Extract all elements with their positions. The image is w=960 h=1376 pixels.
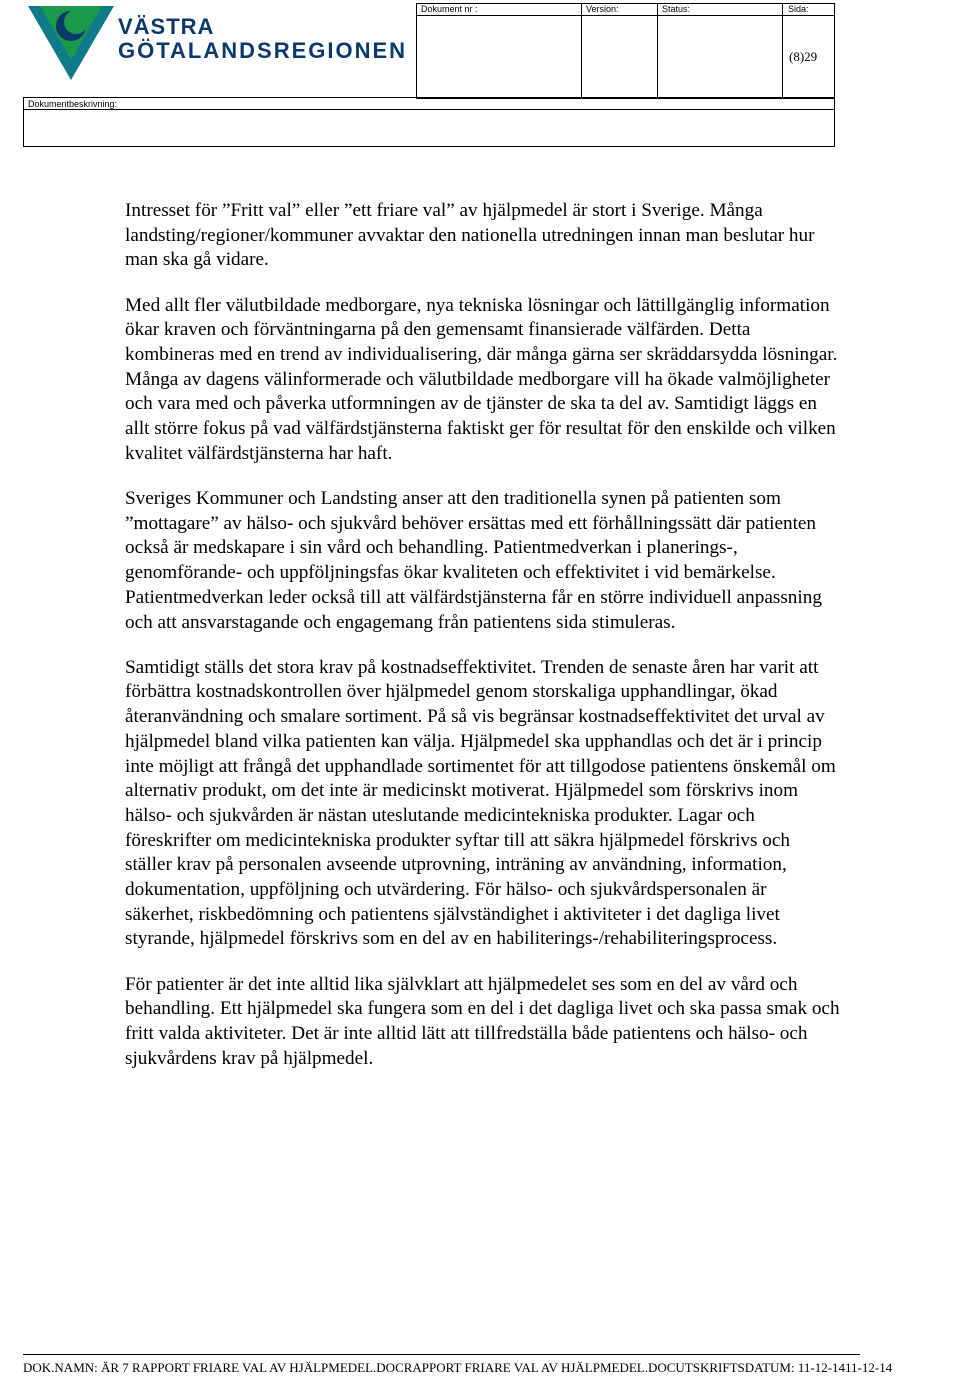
paragraph: För patienter är det inte alltid lika självklart att hjälpmedelet ses som en del av vård och behandling. Ett hjälpmedel ska fungera som en del i det dagliga livet och ska passa smak och fritt valda aktiviteter. Det är inte alltid lätt att tillfredställa både patientens och hälso- och sjukvårdens krav på hjälpmedel. (125, 973, 840, 1069)
page-number: (8)29 (789, 49, 818, 64)
header-table (416, 3, 835, 99)
region-logo (26, 4, 406, 84)
description-box (23, 97, 835, 147)
logo-text-line2: GÖTALANDSREGIONEN (118, 38, 408, 63)
paragraph: Samtidigt ställs det stora krav på kostnadseffektivitet. Trenden de senaste åren har varit att förbättra kostnadskontrollen över hjälpmedel genom storskaliga upphandlingar, ökad återanvändning och smalare sortiment. På så vis begränsar kostnadseffektivitet det urval av hjälpmedel bland vilka patienten kan välja. Hjälpmedel ska upphandlas och det är i princip inte möjligt att frångå det upphandlade sortimentet för att tillgodose patientens önskemål om alternativ produkt, om det inte är medicinskt motiverat. Hjälpmedel som förskrivs inom hälso- och sjukvården är nästan uteslutande medicintekniska produkter. Lagar och föreskrifter om medicintekniska produkter syftar till att säkra hjälpmedel förskrivs och ställer krav på personalen avseende utprovning, inträning av användning, information, dokumentation, uppföljning och utvärdering. För hälso- och sjukvårdspersonalen är säkerhet, riskbedömning och patientens självständighet i aktiviteter i det dagliga livet styrande, hjälpmedel förskrivs som en del av en habiliterings-/rehabiliteringsprocess. (125, 656, 836, 950)
header-cell-version (581, 3, 582, 99)
paragraph: Med allt fler välutbildade medborgare, nya tekniska lösningar och lättillgänglig information ökar kraven och förväntningarna på den gemensamt finansierade välfärden. Detta kombineras med en trend av individualisering, där många gärna ser skräddarsydda lösningar. Många av dagens välinformerade och välutbildade medborgare vill ha ökade valmöjligheter och vara med och påverka utformningen av de tjänster de ska ta del av. Samtidigt läggs en allt större fokus på vad välfärdstjänsterna faktiskt ger för resultat för den enskilde och vilken kvalitet välfärdstjänsterna har haft. (125, 294, 838, 464)
version-label: Version: (586, 4, 619, 14)
paragraph: Intresset för ”Fritt val” eller ”ett friare val” av hjälpmedel är stort i Sverige. Många landsting/regioner/kommuner avvaktar den nationella utredningen innan man beslutar hur man ska gå vidare. (125, 200, 815, 271)
document-body (125, 199, 840, 1092)
header-divider (416, 15, 835, 16)
status-label: Status: (662, 4, 691, 14)
doc-nr-label: Dokument nr : (421, 4, 478, 14)
header-cell-status (657, 3, 658, 99)
logo-emblem-icon (26, 4, 116, 84)
description-divider (23, 109, 835, 110)
description-label: Dokumentbeskrivning: (28, 99, 118, 109)
header-cell-page (782, 3, 783, 99)
paragraph: Sveriges Kommuner och Landsting anser att den traditionella synen på patienten som ”mottagare” av hälso- och sjukvård behöver ersättas med ett förhållningssätt där patienten också är medskapare i sin vård och behandling. Patientmedverkan i planerings-, genomförande- och uppföljningsfas ökar kvaliteten och effektivitet i vid bemärkelse. Patientmedverkan leder också till att välfärdstjänsterna får en större individuell anpassning och att ansvarstagande och engagemang från patientens sida stimuleras. (125, 488, 822, 633)
footer-document-info: DOK.NAMN: ÄR 7 RAPPORT FRIARE VAL AV HJÄLPMEDEL.DOCRAPPORT FRIARE VAL AV HJÄLPMEDEL.DOCUTSKRIFTSDATUM: 11-12-1411-12-14 (23, 1360, 893, 1375)
footer-rule (23, 1354, 860, 1355)
logo-text-line1: VÄSTRA (118, 14, 215, 39)
page-label: Sida: (788, 4, 809, 14)
